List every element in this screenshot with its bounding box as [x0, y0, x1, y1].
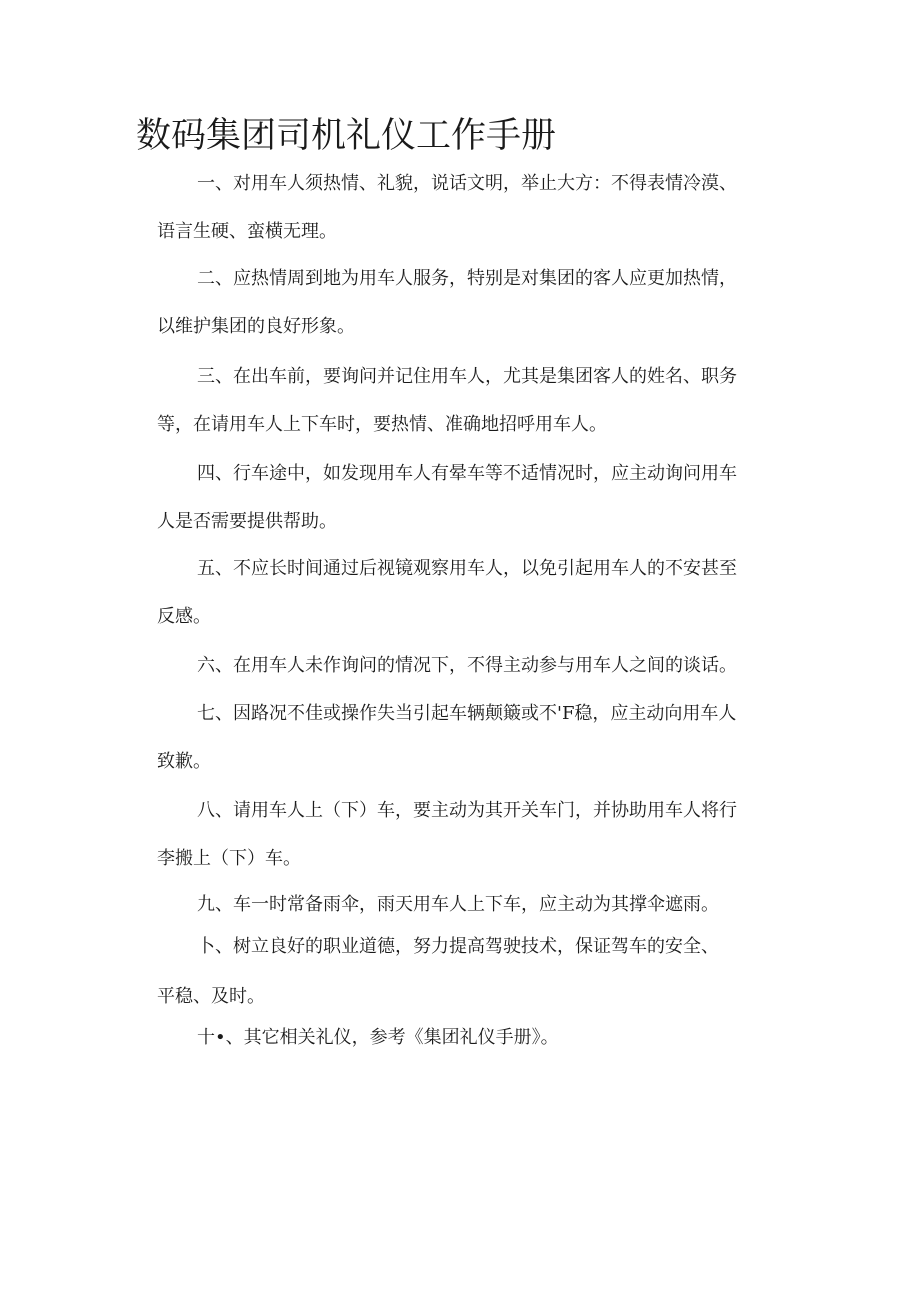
item-3-line-1: 三、在出车前，要询问并记住用车人，尤其是集团客人的姓名、职务 — [197, 366, 737, 387]
item-9-line-1: 九、车一时常备雨伞，雨天用车人上下车，应主动为其撑伞遮雨。 — [197, 894, 719, 915]
item-2-line-1: 二、应热情周到地为用车人服务，特别是对集团的客人应更加热情， — [197, 268, 737, 289]
item-1-line-1: 一、对用车人须热情、礼貌，说话文明，举止大方：不得表情冷漠、 — [197, 173, 737, 194]
item-4-line-2: 人是否需要提供帮助。 — [157, 511, 337, 532]
item-5-line-2: 反感。 — [157, 606, 211, 627]
item-6-line-1: 六、在用车人未作询问的情况下，不得主动参与用车人之间的谈话。 — [197, 655, 737, 676]
document-title: 数码集团司机礼仪工作手册 — [136, 116, 557, 156]
item-4-line-1: 四、行车途中，如发现用车人有晕车等不适情况时，应主动询问用车 — [197, 463, 737, 484]
item-10-line-1: 卜、树立良好的职业道德，努力提高驾驶技术，保证驾车的安全、 — [197, 936, 719, 957]
item-8-line-1: 八、请用车人上（下）车，要主动为其开关车门，并协助用车人将行 — [197, 800, 737, 821]
item-2-line-2: 以维护集团的良好形象。 — [157, 316, 355, 337]
item-10-line-2: 平稳、及时。 — [157, 986, 265, 1007]
item-7-line-2: 致歉。 — [157, 751, 211, 772]
item-7-line-1: 七、因路况不佳或操作失当引起车辆颠簸或不'F稳，应主动向用车人 — [197, 703, 737, 724]
item-1-line-2: 语言生硬、蛮横无理。 — [157, 221, 337, 242]
item-5-line-1: 五、不应长时间通过后视镜观察用车人，以免引起用车人的不安甚至 — [197, 558, 737, 579]
item-3-line-2: 等，在请用车人上下车时，要热情、准确地招呼用车人。 — [157, 414, 607, 435]
item-8-line-2: 李搬上（下）车。 — [157, 848, 301, 869]
item-11-line-1: 十•、其它相关礼仪，参考《集团礼仪手册》。 — [197, 1027, 559, 1048]
